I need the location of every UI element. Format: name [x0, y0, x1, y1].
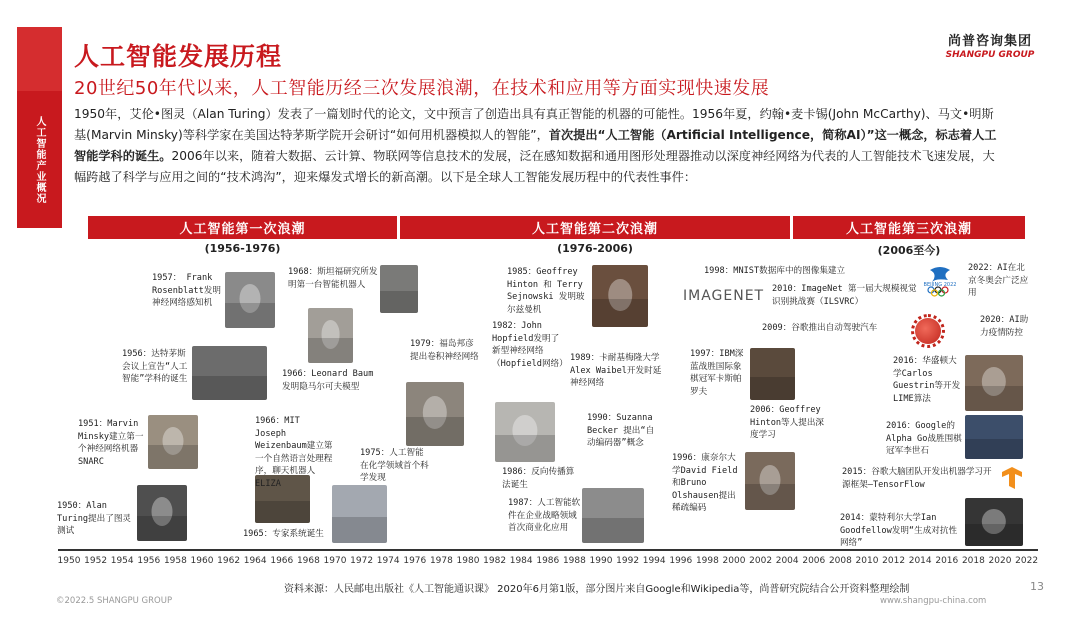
footer-website: www.shangpu-china.com — [880, 596, 987, 606]
virus-icon — [915, 318, 941, 344]
timeline-tick-2002: 2002 — [749, 556, 773, 566]
event-1987: 1987：人工智能软件在企业战略领域首次商业化应用 — [508, 498, 581, 533]
event-1951: 1951：Marvin Minsky建立第一个神经网络机器SNARC — [78, 419, 144, 467]
timeline-tick-1958: 1958 — [163, 556, 187, 566]
timeline-tick-1952: 1952 — [84, 556, 108, 566]
intro-bold: 首次提出“人工智能（Artificial Intelligence，简称AI）”这一概念，标志着人工智能学科的诞生。 — [74, 128, 997, 163]
wave-3-band: 人工智能第三次浪潮 — [793, 216, 1025, 239]
timeline-tick-1968: 1968 — [296, 556, 320, 566]
wave-1-band: 人工智能第一次浪潮 — [88, 216, 397, 239]
timeline-tick-1972: 1972 — [350, 556, 374, 566]
enterprise-ai-photo — [582, 488, 644, 543]
event-1956: 1956：达特茅斯会议上宣告“人工智能”学科的诞生 — [122, 349, 188, 384]
goodfellow-photo — [965, 498, 1023, 546]
timeline-tick-2012: 2012 — [882, 556, 906, 566]
timeline-tick-1984: 1984 — [509, 556, 533, 566]
sidebar-label: 人工智能产业概况 — [34, 115, 45, 204]
imagenet-logo: IMAGENET — [683, 288, 765, 304]
timeline-tick-1992: 1992 — [616, 556, 640, 566]
intro-part2: 2006年以来，随着大数据、云计算、物联网等信息技术的发展，泛在感知数据和通用图形处理器推动以深度神经网络为代表的人工智能技术飞速发展，大幅跨越了科学与应用之间的“技术鸿沟”，迎来爆发式增长的新高潮。以下是全球人工智能发展历程中的代表性事件： — [74, 149, 995, 184]
intro-paragraph — [74, 104, 1004, 188]
page-number: 13 — [1030, 580, 1044, 593]
fukushima-photo — [406, 382, 464, 446]
event-2015: 2015：谷歌大脑团队开发出机器学习开源框架—TensorFlow — [842, 467, 992, 490]
event-1996: 1996：康奈尔大学David Field和Bruno Olshausen提出稀疏编码 — [672, 453, 738, 513]
wave-2-years: (1976-2006) — [557, 242, 633, 255]
dartmouth-photo — [192, 346, 267, 400]
timeline-tick-1964: 1964 — [243, 556, 267, 566]
timeline-axis — [58, 549, 1038, 551]
event-2016-alphago: 2016：Google的Alpha Go战胜围棋冠军李世石 — [886, 421, 962, 456]
timeline-tick-2022: 2022 — [1015, 556, 1039, 566]
wave-1-years: (1956-1976) — [204, 242, 281, 255]
event-2016-lime: 2016：华盛顿大学Carlos Guestrin等开发LIME算法 — [893, 356, 961, 404]
event-1986: 1986：反向传播算法诞生 — [502, 467, 575, 490]
page-subtitle: 20世纪50年代以来，人工智能历经三次发展浪潮，在技术和应用等方面实现快速发展 — [74, 78, 770, 99]
event-2010: 2010：ImageNet 第一届大规模视觉识别挑战赛（ILSVRC） — [772, 284, 917, 307]
minsky-photo — [148, 415, 198, 469]
timeline-tick-1956: 1956 — [137, 556, 161, 566]
timeline-tick-1950: 1950 — [57, 556, 81, 566]
event-1990: 1990：Suzanna Becker 提出“自动编码器”概念 — [587, 413, 655, 448]
timeline-tick-1976: 1976 — [403, 556, 427, 566]
timeline-tick-2008: 2008 — [828, 556, 852, 566]
timeline-tick-1998: 1998 — [695, 556, 719, 566]
timeline-tick-1978: 1978 — [429, 556, 453, 566]
page-title: 人工智能发展历程 — [74, 42, 283, 71]
timeline-tick-1988: 1988 — [562, 556, 586, 566]
timeline-tick-2004: 2004 — [775, 556, 799, 566]
event-1966-eliza: 1966：MIT Joseph Weizenbaum建立第一个自然语言处理程序，聊天机器人ELIZA — [255, 416, 333, 489]
event-1997: 1997：IBM深蓝战胜国际象棋冠军卡斯帕罗夫 — [690, 349, 744, 397]
timeline-tick-1966: 1966 — [270, 556, 294, 566]
timeline-tick-1980: 1980 — [456, 556, 480, 566]
event-1989: 1989：卡耐基梅隆大学Alex Waibel开发时延神经网络 — [570, 353, 662, 388]
timeline-tick-1962: 1962 — [217, 556, 241, 566]
timeline-tick-2016: 2016 — [935, 556, 959, 566]
timeline-tick-1954: 1954 — [110, 556, 134, 566]
timeline-tick-1986: 1986 — [536, 556, 560, 566]
event-1968: 1968：斯坦福研究所发明第一台智能机器人 — [288, 267, 378, 290]
baum-photo — [308, 308, 353, 363]
guestrin-photo — [965, 355, 1023, 411]
event-1985: 1985：Geoffrey Hinton 和 Terry Sejnowski 发明玻尔兹曼机 — [507, 267, 585, 315]
brand-logo — [930, 30, 1050, 60]
timeline-tick-2014: 2014 — [908, 556, 932, 566]
event-1957: 1957： Frank Rosenblatt发明神经网络感知机 — [152, 273, 221, 308]
timeline-tick-2006: 2006 — [802, 556, 826, 566]
event-2009: 2009：谷歌推出自动驾驶汽车 — [762, 323, 878, 333]
hinton-photo — [592, 265, 648, 327]
alphago-photo — [965, 415, 1023, 459]
turing-photo — [137, 485, 187, 541]
timeline-tick-1982: 1982 — [483, 556, 507, 566]
rosenblatt-photo — [225, 272, 275, 328]
event-1982: 1982：John Hopfield发明了新型神经网络（Hopfield网络） — [492, 321, 568, 369]
timeline-tick-2010: 2010 — [855, 556, 879, 566]
timeline-tick-2020: 2020 — [988, 556, 1012, 566]
sidebar-accent — [17, 27, 62, 91]
footer-copyright: ©2022.5 SHANGPU GROUP — [56, 596, 173, 606]
event-1979: 1979：福岛邦彦提出卷积神经网络 — [410, 339, 479, 362]
event-1950: 1950：Alan Turing提出了图灵测试 — [57, 501, 132, 536]
olshausen-photo — [745, 452, 795, 510]
wave-2-band: 人工智能第二次浪潮 — [400, 216, 790, 239]
event-2020: 2020：AI助力疫情防控 — [980, 315, 1029, 338]
timeline-tick-1970: 1970 — [323, 556, 347, 566]
timeline-tick-2000: 2000 — [722, 556, 746, 566]
timeline-tick-1974: 1974 — [376, 556, 400, 566]
olympics-logo — [922, 262, 958, 298]
deep-blue-photo — [750, 348, 795, 400]
timeline-tick-1990: 1990 — [589, 556, 613, 566]
brand-sub: SHANGPU GROUP — [945, 50, 1035, 60]
timeline-tick-1996: 1996 — [669, 556, 693, 566]
timeline-tick-1960: 1960 — [190, 556, 214, 566]
event-2014: 2014：蒙特利尔大学Ian Goodfellow发明“生成对抗性网络” — [840, 513, 958, 548]
event-1966-baum: 1966：Leonard Baum发明隐马尔可夫模型 — [282, 369, 374, 392]
event-1975: 1975：人工智能在化学领域首个科学发现 — [360, 448, 429, 483]
brand-name: 尚普咨询集团 — [947, 34, 1032, 49]
shakey-robot-photo — [380, 265, 418, 313]
event-1998: 1998：MNIST数据库中的图像集建立 — [704, 266, 846, 276]
intro-part1: 1950年，艾伦•图灵（Alan Turing）发表了一篇划时代的论文，文中预言了创造出具有真正智能的机器的可能性。1956年夏，约翰•麦卡锡(John McCarthy)、马文•明斯基(Marvin Minsky)等科学家在美国达特茅斯学院开会研讨“如何用机器模拟人的智能”， — [74, 107, 994, 142]
hopfield-photo — [495, 402, 555, 462]
source-note: 资料来源：人民邮电出版社《人工智能通识课》 2020年6月第1版，部分图片来自Google和Wikipedia等，尚普研究院结合公开资料整理绘制 — [284, 584, 910, 595]
olympics-logo-text: BEIJING 2022 — [923, 282, 957, 288]
event-2006: 2006：Geoffrey Hinton等人提出深度学习 — [750, 405, 825, 440]
timeline-tick-2018: 2018 — [961, 556, 985, 566]
event-1965: 1965：专家系统诞生 — [243, 529, 324, 539]
tensorflow-logo — [1002, 467, 1022, 489]
wave-3-years: (2006至今) — [877, 244, 941, 257]
event-2022: 2022：AI在北京冬奥会广泛应用 — [968, 263, 1029, 298]
timeline-tick-1994: 1994 — [642, 556, 666, 566]
